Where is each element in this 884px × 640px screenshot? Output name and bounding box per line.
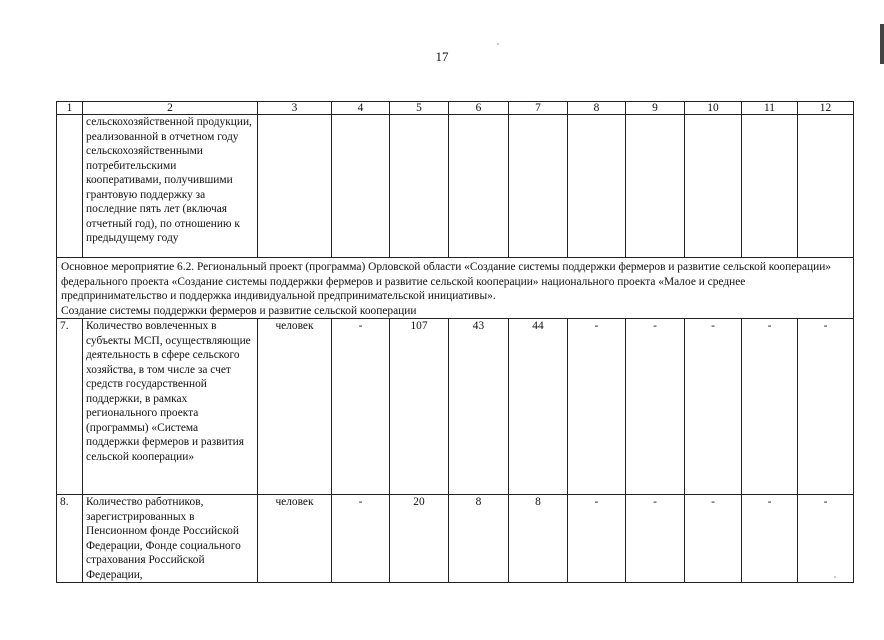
value-cell: -: [742, 495, 798, 583]
row-number-cell: [57, 115, 83, 258]
indicators-table: [56, 101, 854, 583]
column-number: 7: [509, 102, 568, 115]
empty-cell: [685, 115, 742, 258]
unit-cell: человек: [258, 319, 332, 495]
empty-cell: [742, 115, 798, 258]
value-cell: -: [568, 495, 626, 583]
empty-cell: [449, 115, 509, 258]
value-cell: -: [626, 495, 685, 583]
column-number: 6: [449, 102, 509, 115]
value-cell: 8: [509, 495, 568, 583]
value-cell: 20: [390, 495, 449, 583]
value-cell: 44: [509, 319, 568, 495]
value-cell: -: [798, 319, 854, 495]
empty-cell: [568, 115, 626, 258]
column-number: 11: [742, 102, 798, 115]
continued-row: [57, 115, 854, 258]
empty-cell: [332, 115, 390, 258]
value-cell: -: [685, 319, 742, 495]
indicator-description: сельскохозяйственной продукции, реализованной в отчетном году сельскохозяйственными потребительскими кооперативами, получившими грантовую поддержку за последние пять лет (включая отчетный год), по отношению к предыдущему году: [83, 115, 258, 258]
value-cell: -: [742, 319, 798, 495]
value-cell: -: [332, 495, 390, 583]
empty-cell: [798, 115, 854, 258]
column-number: 1: [57, 102, 83, 115]
value-cell: -: [626, 319, 685, 495]
empty-cell: [509, 115, 568, 258]
value-cell: -: [568, 319, 626, 495]
section-title: Основное мероприятие 6.2. Региональный проект (программа) Орловской области «Создание системы поддержки фермеров и развитие сельской кооперации» федерального проекта «Создание системы поддержки фермеров и развитие сельской кооперации» национального проекта «Малое и среднее предпринимательство и поддержка индивидуальной предпринимательской инициативы».: [61, 261, 831, 302]
column-number: 9: [626, 102, 685, 115]
value-cell: -: [332, 319, 390, 495]
column-number-row: [57, 102, 854, 115]
empty-cell: [626, 115, 685, 258]
column-number: 4: [332, 102, 390, 115]
scan-edge-mark: [880, 24, 884, 64]
unit-cell: человек: [258, 495, 332, 583]
column-number: 2: [83, 102, 258, 115]
empty-cell: [258, 115, 332, 258]
indicator-description: Количество работников, зарегистрированных в Пенсионном фонде Российской Федерации, Фонде социального страхования Российской Федерации,: [83, 495, 258, 583]
row-number: 7.: [57, 319, 83, 495]
section-row: [57, 258, 854, 319]
empty-cell: [390, 115, 449, 258]
column-number: 3: [258, 102, 332, 115]
scan-speck: [834, 576, 836, 578]
table-row: [57, 495, 854, 583]
column-number: 8: [568, 102, 626, 115]
column-number: 10: [685, 102, 742, 115]
column-number: 12: [798, 102, 854, 115]
row-number: 8.: [57, 495, 83, 583]
page-number: 17: [435, 49, 449, 64]
value-cell: -: [798, 495, 854, 583]
table-row: [57, 319, 854, 495]
scan-speck: [497, 43, 499, 45]
value-cell: -: [685, 495, 742, 583]
value-cell: 8: [449, 495, 509, 583]
value-cell: 43: [449, 319, 509, 495]
indicator-description: Количество вовлеченных в субъекты МСП, осуществляющие деятельность в сфере сельского хозяйства, в том числе за счет средств государственной поддержки, в рамках регионального проекта (программы) «Система поддержки фермеров и развития сельской кооперации»: [83, 319, 258, 495]
section-cell: [57, 258, 854, 319]
column-number: 5: [390, 102, 449, 115]
value-cell: 107: [390, 319, 449, 495]
section-subtitle: Создание системы поддержки фермеров и развитие сельской кооперации: [61, 304, 417, 317]
